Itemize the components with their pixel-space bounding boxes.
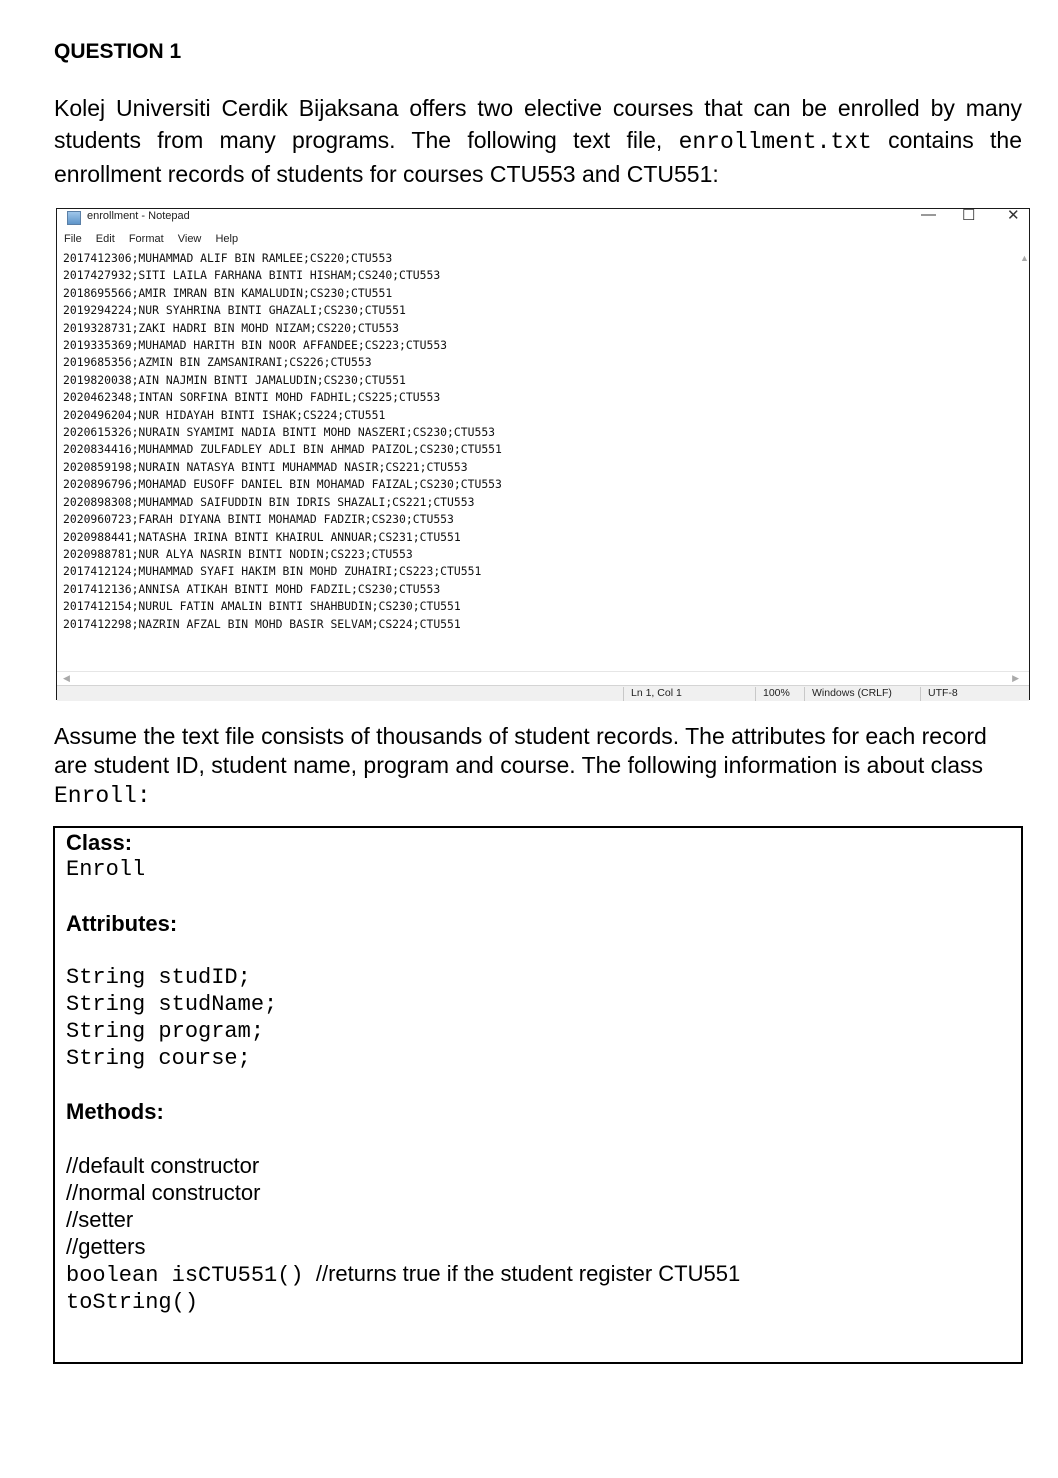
text-line: 2020988441;NATASHA IRINA BINTI KHAIRUL ANNUAR;CS231;CTU551 <box>63 529 461 544</box>
text-line: 2020462348;INTAN SORFINA BINTI MOHD FADHIL;CS225;CTU553 <box>63 390 441 405</box>
status-encoding: UTF-8 <box>920 687 1018 701</box>
notepad-icon <box>67 211 81 225</box>
method-iscTU551-code: boolean isCTU551() <box>66 1263 304 1288</box>
menu-view[interactable]: View <box>177 233 202 245</box>
text-line: 2019685356;AZMIN BIN ZAMSANIRANI;CS226;CTU553 <box>63 355 372 370</box>
text-line: 2020615326;NURAIN SYAMIMI NADIA BINTI MOHD NASZERI;CS230;CTU553 <box>63 425 496 440</box>
status-line-ending: Windows (CRLF) <box>804 687 912 701</box>
method-comment: //setter <box>66 1207 134 1232</box>
attribute-item: String studID; <box>66 965 251 990</box>
scroll-right-icon[interactable]: ▶ <box>1012 673 1019 683</box>
notepad-title: enrollment - Notepad <box>87 210 190 222</box>
method-comment: //normal constructor <box>66 1180 261 1205</box>
text-line: 2020988781;NUR ALYA NASRIN BINTI NODIN;CS223;CTU553 <box>63 546 413 561</box>
attribute-item: String program; <box>66 1019 265 1044</box>
text-line: 2017427932;SITI LAILA FARHANA BINTI HISHAM;CS240;CTU553 <box>63 268 441 283</box>
status-zoom: 100% <box>755 687 803 701</box>
menu-edit[interactable]: Edit <box>95 233 115 245</box>
class-info-box <box>53 826 1023 1364</box>
notepad-window <box>56 208 1030 700</box>
attributes-list <box>66 964 277 1072</box>
scroll-left-icon[interactable]: ◀ <box>63 673 70 683</box>
text-line: 2017412124;MUHAMMAD SYAFI HAKIM BIN MOHD ZUHAIRI;CS223;CTU551 <box>63 564 482 579</box>
assume-text: Assume the text file consists of thousands of student records. The attributes for each record are student ID, student name, program and course. The following information is about class <box>54 723 987 778</box>
minimize-icon[interactable]: — <box>921 206 936 223</box>
text-line: 2019820038;AIN NAJMIN BINTI JAMALUDIN;CS230;CTU551 <box>63 372 406 387</box>
text-line: 2020896796;MOHAMAD EUSOFF DANIEL BIN MOHAMAD FAIZAL;CS230;CTU553 <box>63 477 502 492</box>
text-line: 2020859198;NURAIN NATASYA BINTI MUHAMMAD NASIR;CS221;CTU553 <box>63 459 468 474</box>
assume-class-name: Enroll: <box>54 783 151 809</box>
notepad-text-area[interactable] <box>63 250 1013 670</box>
intro-text-1: Kolej Universiti Cerdik Bijaksana offers two elective courses that can be enrolled by many students from many programs. The following text file, <box>54 95 1022 153</box>
question-heading: QUESTION 1 <box>54 40 182 63</box>
text-line: 2017412298;NAZRIN AFZAL BIN MOHD BASIR SELVAM;CS224;CTU551 <box>63 616 461 631</box>
text-line: 2018695566;AMIR IMRAN BIN KAMALUDIN;CS230;CTU551 <box>63 285 393 300</box>
text-line: 2020496204;NUR HIDAYAH BINTI ISHAK;CS224;CTU551 <box>63 407 386 422</box>
attribute-item: String course; <box>66 1046 251 1071</box>
maximize-icon[interactable]: ☐ <box>962 207 976 224</box>
text-line: 2020898308;MUHAMMAD SAIFUDDIN BIN IDRIS SHAZALI;CS221;CTU553 <box>63 494 475 509</box>
method-iscTU551 <box>66 1260 740 1289</box>
notepad-menubar <box>64 233 249 245</box>
text-line: 2019335369;MUHAMAD HARITH BIN NOOR AFFANDEE;CS223;CTU553 <box>63 338 448 353</box>
notepad-statusbar <box>57 685 1029 701</box>
text-line: 2020834416;MUHAMMAD ZULFADLEY ADLI BIN AHMAD PAIZOL;CS230;CTU551 <box>63 442 502 457</box>
assume-paragraph <box>54 722 1022 811</box>
intro-filename: enrollment.txt <box>678 129 872 155</box>
menu-format[interactable]: Format <box>128 233 164 245</box>
intro-paragraph <box>54 92 1022 190</box>
text-line: 2017412136;ANNISA ATIKAH BINTI MOHD FADZIL;CS230;CTU553 <box>63 581 441 596</box>
menu-help[interactable]: Help <box>215 233 239 245</box>
menu-file[interactable]: File <box>64 233 82 245</box>
status-position: Ln 1, Col 1 <box>623 687 753 701</box>
horizontal-scrollbar[interactable] <box>57 671 1029 686</box>
method-tostring: toString() <box>66 1290 199 1315</box>
notepad-titlebar <box>57 206 1029 229</box>
method-iscTU551-comment: //returns true if the student register CTU551 <box>315 1261 741 1286</box>
text-line: 2017412154;NURUL FATIN AMALIN BINTI SHAHBUDIN;CS230;CTU551 <box>63 599 461 614</box>
methods-list <box>66 1152 740 1316</box>
method-comment: //default constructor <box>66 1153 260 1178</box>
text-line: 2019294224;NUR SYAHRINA BINTI GHAZALI;CS230;CTU551 <box>63 303 406 318</box>
method-comment: //getters <box>66 1234 146 1259</box>
text-line: 2020960723;FARAH DIYANA BINTI MOHAMAD FADZIR;CS230;CTU553 <box>63 512 454 527</box>
text-line: 2019328731;ZAKI HADRI BIN MOHD NIZAM;CS220;CTU553 <box>63 320 400 335</box>
attribute-item: String studName; <box>66 992 278 1017</box>
scroll-up-icon[interactable]: ▲ <box>1020 253 1029 263</box>
attributes-label: Attributes: <box>66 911 178 936</box>
methods-label: Methods: <box>66 1099 164 1124</box>
class-label: Class: <box>66 830 133 855</box>
intro-text-2: contains the enrollment records of students for courses CTU553 and CTU551: <box>54 127 1023 187</box>
class-name: Enroll <box>66 857 146 882</box>
close-icon[interactable]: ✕ <box>1007 207 1020 224</box>
vertical-scrollbar[interactable] <box>1019 247 1029 671</box>
text-line: 2017412306;MUHAMMAD ALIF BIN RAMLEE;CS220;CTU553 <box>63 251 393 265</box>
